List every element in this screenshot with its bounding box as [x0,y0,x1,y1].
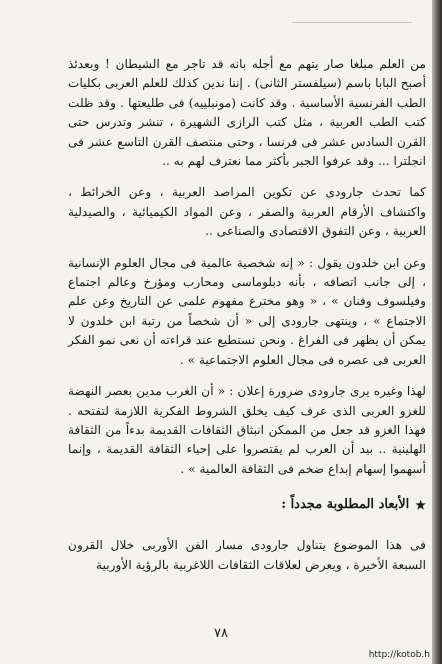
section-heading [68,497,426,512]
section-heading-text: الأبعاد المطلوبة مجدداً : [281,497,410,513]
page-edge-shadow [432,0,442,664]
closing-paragraph: فى هذا الموضوع يتناول جارودى مسار الفن الأوربى خلال القرون السبعة الأخيرة ، ويعرض لعلاقات الثقافات اللاغربية بالرؤية الأوربية [68,538,426,572]
header-rule [292,22,412,23]
paragraph-3: وعن ابن خلدون يقول : « إنه شخصية عالمية فى مجال العلوم الإنسانية ، إلى جانب اتصافه ، بأنه دبلوماسى ومحارب ومؤرخ وعالم اجتماع وفيلسوف وفنان » ، « وهو مخترع مفهوم علمى عن التاريخ وعن علم الاجتماع » ، وينتهى جارودى إلى « أن شخصاً من رتبة ابن خلدون لا يمكن أن يظهر فى الفراغ . ونحن نستطيع عند قراءته أن نعى نمو الفكر العربى فى عصره فى مجال العلوم الاجتماعية » . [68,255,426,367]
page-content [68,55,426,587]
star-icon: ★ [415,497,426,512]
paragraph-2: كما تحدث جارودى عن تكوين المراصد العربية ، وعن الخرائط ، واكتشاف الأرقام العربية والصفر ، وعن المواد الكيميائية ، والصيدلية العربية ، وعن التفوق الاقتصادى والصناعى .. [68,185,426,239]
page-number: ٧٨ [214,626,228,641]
paragraph-1: من العلم مبلغا صار يتهم مع أجله بانه قد تاجر مع الشيطان ! وبعدئذ أصبح البابا باسم (سيلفستر الثانى) . إننا ندين كذلك للعلم العربى بكليات الطب الفرنسية الأساسية . وقد كانت (مونبلييه) فى طليعتها . وقد ظلت كتب الطب العربية ، مثل كتب الرازى الشهيرة ، تنشر وتدرس حتى القرن السادس عشر فى فرنسا ، وحتى منتصف القرن التاسع عشر فى انجلترا ... وقد عرفوا الجبر بأكثر مما نعترف لهم به .. [68,57,426,169]
source-watermark: http://kotob.h [368,650,430,660]
paragraph-4: لهذا وغيره يرى جارودى ضرورة إعلان : « أن الغرب مدين بعصر النهضة للغزو العربى الذى عرف كيف يخلق الشروط الفكرية اللازمة لتفتحه . فهذا الغزو قد جعل من الممكن انبثاق الثقافات القديمة بدءاً من الثقافة الهلينية .. بيد أن العرب لم يقتصروا على إحياء الثقافة القديمة ، وإنما أسهموا إسهام إبداع ضخم فى الثقافة العالمية » . [68,384,426,476]
